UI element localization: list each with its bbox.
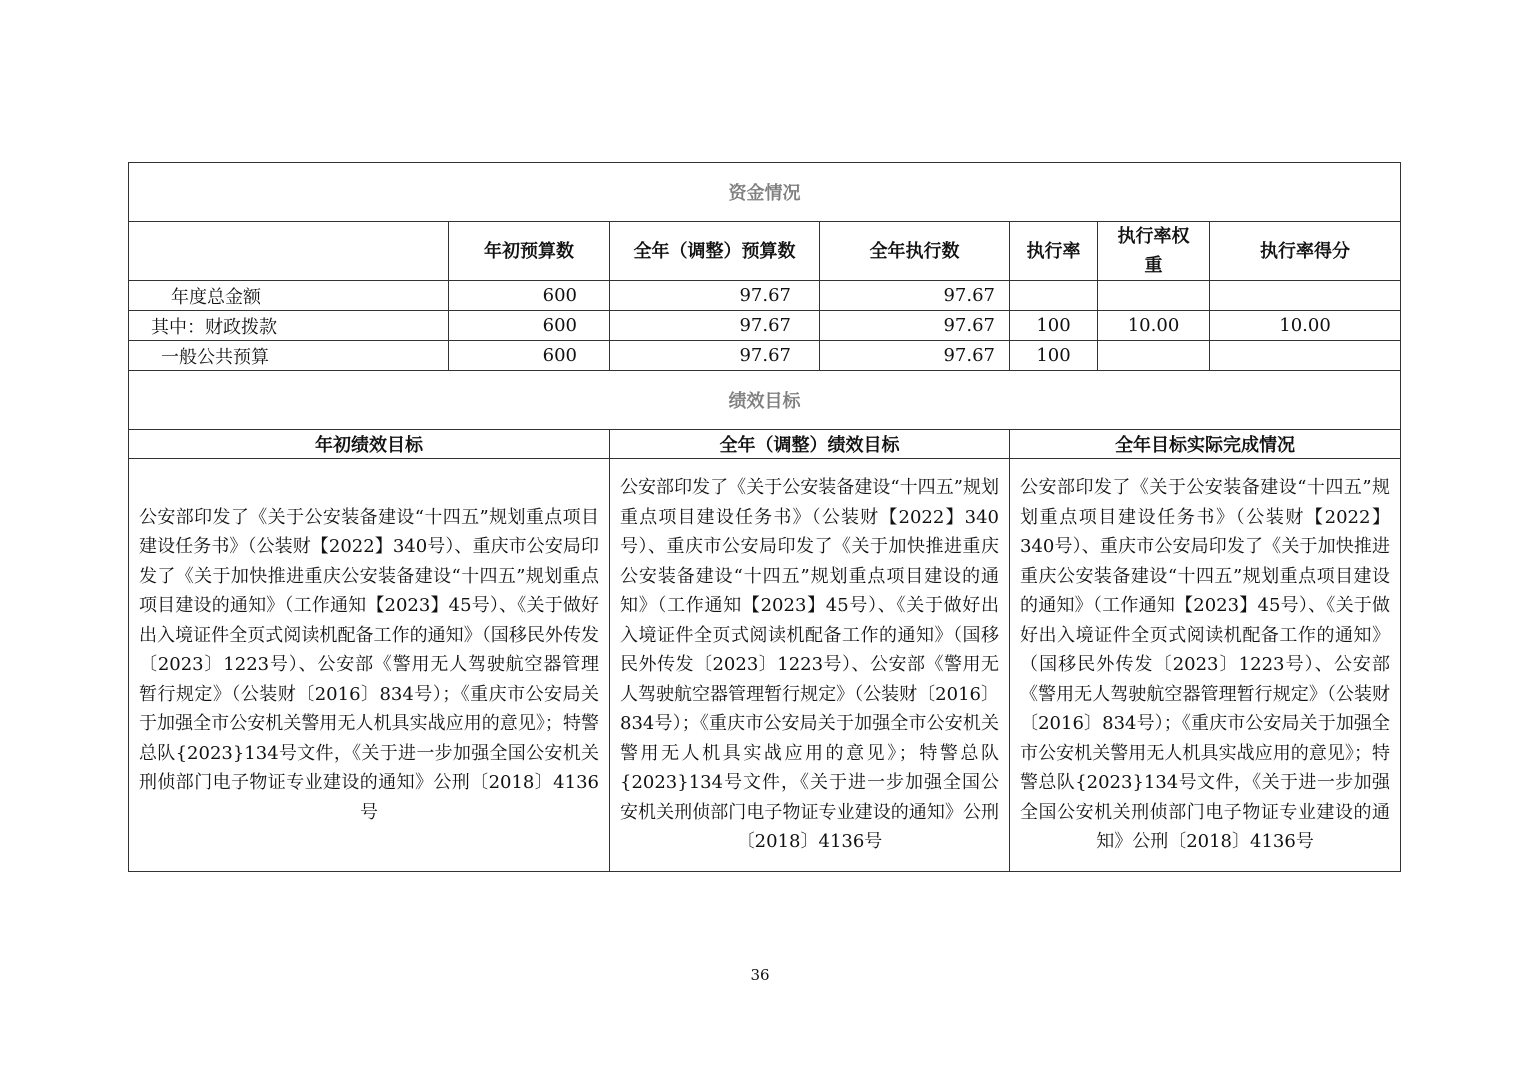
goals-section-title: 绩效目标 (129, 371, 1401, 430)
funding-row-fiscal (129, 311, 1401, 341)
executed-value: 97.67 (820, 311, 1010, 341)
funding-row-total (129, 281, 1401, 311)
performance-table (128, 162, 1401, 872)
funding-header-initial-budget: 年初预算数 (449, 222, 610, 281)
row-label: 一般公共预算 (129, 341, 449, 371)
weight-value (1098, 281, 1210, 311)
row-label: 年度总金额 (129, 281, 449, 311)
initial-budget-value: 600 (449, 341, 610, 371)
funding-row-general-budget (129, 341, 1401, 371)
executed-value: 97.67 (820, 281, 1010, 311)
adjusted-budget-value: 97.67 (610, 341, 820, 371)
row-label: 其中：财政拨款 (129, 311, 449, 341)
page-number: 36 (750, 966, 770, 984)
executed-value: 97.67 (820, 341, 1010, 371)
funding-section-title: 资金情况 (129, 163, 1401, 222)
initial-budget-value: 600 (449, 311, 610, 341)
weight-value: 10.00 (1098, 311, 1210, 341)
rate-value: 100 (1010, 311, 1098, 341)
goals-header-row (129, 430, 1401, 459)
funding-header-score: 执行率得分 (1210, 222, 1401, 281)
goals-header-adjusted: 全年（调整）绩效目标 (610, 430, 1010, 459)
score-value: 10.00 (1210, 311, 1401, 341)
weight-value (1098, 341, 1210, 371)
funding-header-executed: 全年执行数 (820, 222, 1010, 281)
score-value (1210, 341, 1401, 371)
goals-body-row (129, 459, 1401, 872)
goal-initial-text: 公安部印发了《关于公安装备建设“十四五”规划重点项目建设任务书》（公装财【2022】340号）、重庆市公安局印发了《关于加快推进重庆公安装备建设“十四五”规划重点项目建设的通知》（工作通知【2023】45号）、《关于做好出入境证件全页式阅读机配备工作的通知》（国移民外传发〔2023〕1223号）、公安部《警用无人驾驶航空器管理暂行规定》（公装财〔2016〕834号）；《重庆市公安局关于加强全市公安机关警用无人机具实战应用的意见》；特警总队{2023}134号文件，《关于进一步加强全国公安机关刑侦部门电子物证专业建设的通知》公刑〔2018〕4136号 (129, 459, 610, 872)
funding-header-weight: 执行率权重 (1098, 222, 1210, 281)
goals-header-actual: 全年目标实际完成情况 (1010, 430, 1401, 459)
goal-adjusted-text: 公安部印发了《关于公安装备建设“十四五”规划重点项目建设任务书》（公装财【2022】340号）、重庆市公安局印发了《关于加快推进重庆公安装备建设“十四五”规划重点项目建设的通知》（工作通知【2023】45号）、《关于做好出入境证件全页式阅读机配备工作的通知》（国移民外传发〔2023〕1223号）、公安部《警用无人驾驶航空器管理暂行规定》（公装财〔2016〕834号）；《重庆市公安局关于加强全市公安机关警用无人机具实战应用的意见》；特警总队{2023}134号文件，《关于进一步加强全国公安机关刑侦部门电子物证专业建设的通知》公刑〔2018〕4136号 (610, 459, 1010, 872)
initial-budget-value: 600 (449, 281, 610, 311)
funding-header-rate: 执行率 (1010, 222, 1098, 281)
adjusted-budget-value: 97.67 (610, 281, 820, 311)
funding-header-row (129, 222, 1401, 281)
funding-header-blank (129, 222, 449, 281)
rate-value: 100 (1010, 341, 1098, 371)
goal-actual-text: 公安部印发了《关于公安装备建设“十四五”规划重点项目建设任务书》（公装财【2022】340号）、重庆市公安局印发了《关于加快推进重庆公安装备建设“十四五”规划重点项目建设的通知》（工作通知【2023】45号）、《关于做好出入境证件全页式阅读机配备工作的通知》（国移民外传发〔2023〕1223号）、公安部《警用无人驾驶航空器管理暂行规定》（公装财〔2016〕834号）；《重庆市公安局关于加强全市公安机关警用无人机具实战应用的意见》；特警总队{2023}134号文件，《关于进一步加强全国公安机关刑侦部门电子物证专业建设的通知》公刑〔2018〕4136号 (1010, 459, 1401, 872)
adjusted-budget-value: 97.67 (610, 311, 820, 341)
goals-header-initial: 年初绩效目标 (129, 430, 610, 459)
funding-header-adjusted-budget: 全年（调整）预算数 (610, 222, 820, 281)
score-value (1210, 281, 1401, 311)
rate-value (1010, 281, 1098, 311)
